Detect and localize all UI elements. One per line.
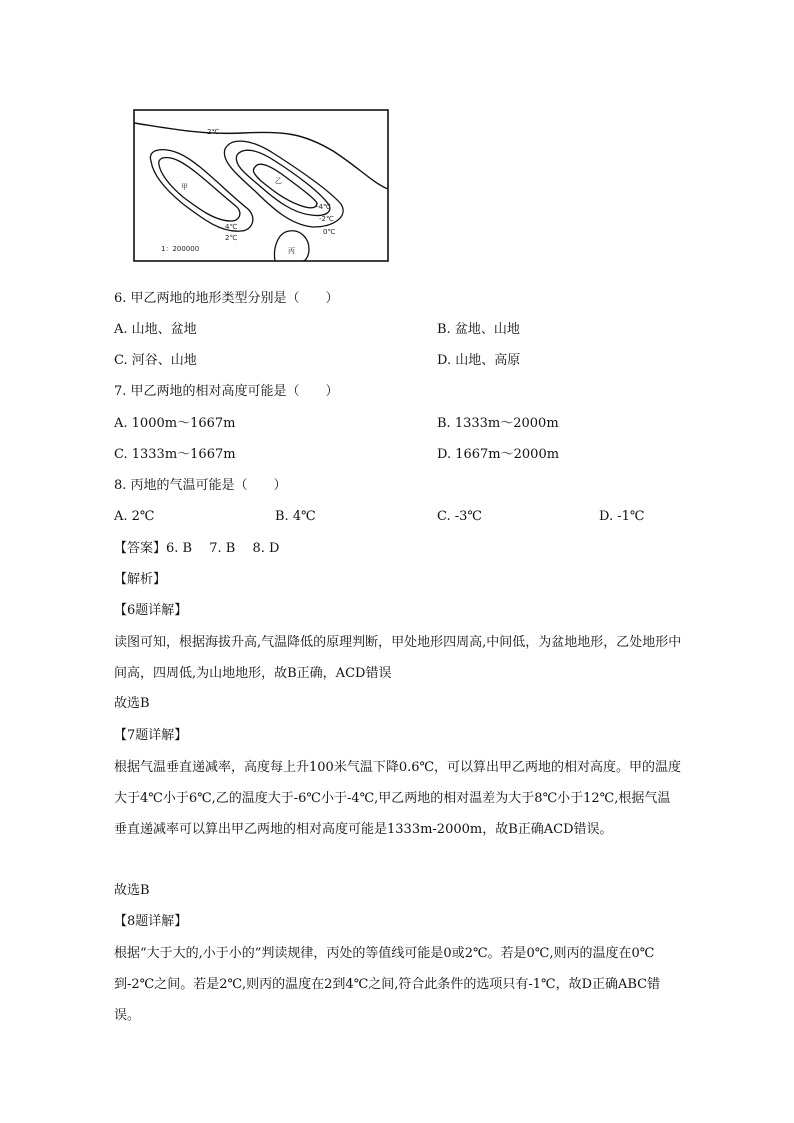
label-4c: 4℃: [225, 223, 238, 231]
q8-option-d: D. -1℃: [599, 509, 645, 524]
q7-analysis-text: 根据气温垂直递减率，高度每上升100米气温下降0.6℃，可以算出甲乙两地的相对高度。甲的温度大于4℃小于6℃,乙的温度大于-6℃小于-4℃,甲乙两地的相对温差为大于8℃小于12℃,根据气温垂直递减率可以算出甲乙两地的相对高度可能是1333m-2000m，故B正确ACD错误。: [114, 760, 682, 837]
isotherm-map: [133, 109, 389, 262]
q8-analysis-text: 根据“大于大的,小于小的”判读规律，丙处的等值线可能是0或2℃。若是0℃,则丙的温度在0℃到-2℃之间。若是2℃,则丙的温度在2到4℃之间,符合此条件的选项只有-1℃，故D正确ABC错误。: [114, 946, 661, 1023]
label-jia: 甲: [181, 183, 188, 191]
label-2c-top: 2℃: [207, 128, 220, 136]
q6-analysis-heading: 【6题详解】: [114, 603, 188, 618]
answer-line: 【答案】6. B 7. B 8. D: [114, 541, 280, 556]
q8-option-a: A. 2℃: [114, 509, 155, 524]
q8-analysis-heading: 【8题详解】: [114, 914, 188, 929]
q6-option-c: C. 河谷、山地: [114, 353, 197, 368]
q7-option-a: A. 1000m～1667m: [114, 416, 236, 431]
q8-option-b: B. 4℃: [275, 509, 316, 524]
q8-option-c: C. -3℃: [437, 509, 482, 524]
question-6-stem: 6. 甲乙两地的地形类型分别是（ ）: [114, 291, 339, 306]
q6-option-b: B. 盆地、山地: [437, 322, 520, 337]
q7-option-d: D. 1667m～2000m: [437, 447, 560, 462]
q7-option-c: C. 1333m～1667m: [114, 447, 236, 462]
analysis-heading: 【解析】: [114, 572, 167, 587]
q6-analysis-text: 读图可知，根据海拔升高,气温降低的原理判断，甲处地形四周高,中间低，为盆地地形，乙处地形中间高，四周低,为山地地形，故B正确，ACD错误: [114, 635, 682, 681]
q7-conclusion: 故选B: [114, 883, 150, 898]
label-0c: 0℃: [323, 228, 336, 236]
label-neg2c: -2℃: [319, 215, 334, 223]
isotherm-map-figure: [133, 109, 389, 262]
q6-option-a: A. 山地、盆地: [114, 322, 197, 337]
question-8-stem: 8. 丙地的气温可能是（ ）: [114, 478, 287, 493]
map-scale: 1：200000: [161, 245, 200, 253]
q7-option-b: B. 1333m～2000m: [437, 416, 559, 431]
label-bing: 丙: [288, 247, 295, 255]
label-neg4c: -4℃: [316, 203, 331, 211]
q6-conclusion: 故选B: [114, 696, 150, 711]
q7-analysis-heading: 【7题详解】: [114, 728, 188, 743]
label-2c: 2℃: [225, 234, 238, 242]
question-7-stem: 7. 甲乙两地的相对高度可能是（ ）: [114, 384, 339, 399]
label-yi: 乙: [275, 177, 282, 185]
q6-option-d: D. 山地、高原: [437, 353, 521, 368]
